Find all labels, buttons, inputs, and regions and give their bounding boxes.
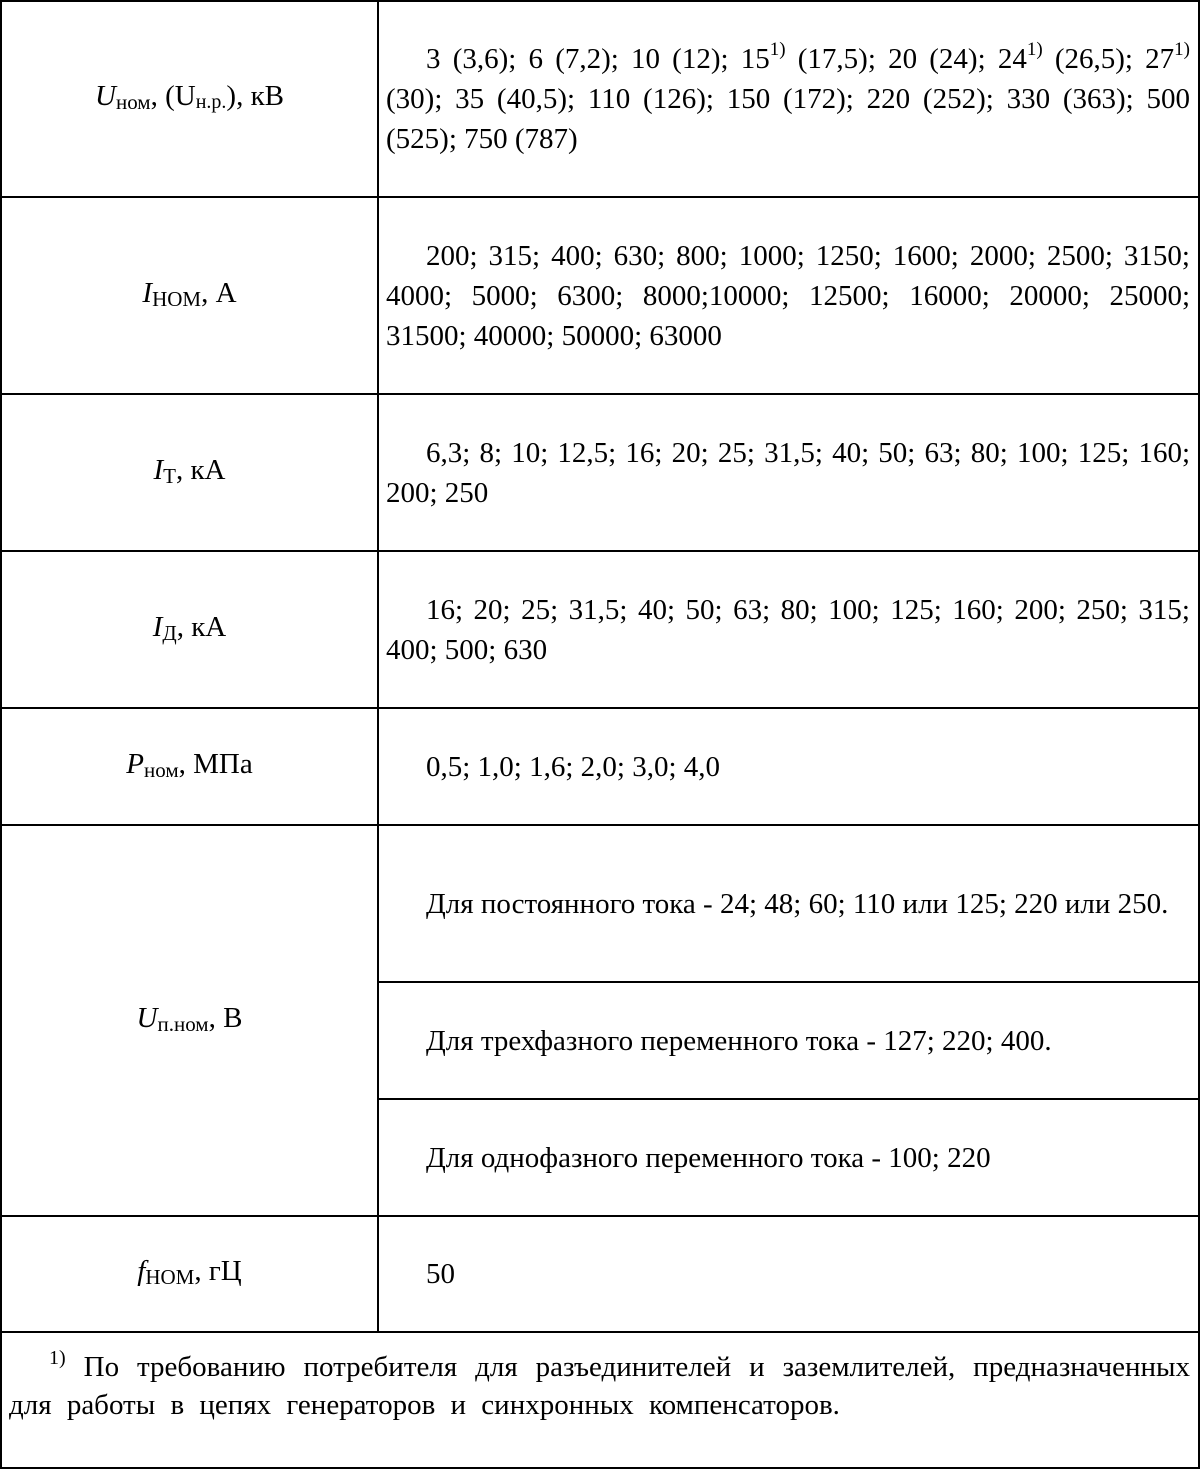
param-unit: , А [201,276,237,309]
table-row-thermal-current [1,394,1199,551]
footnote-cell [1,1332,1199,1468]
param-subscript: ном [143,757,179,782]
param-subscript: ном [115,90,151,114]
param-cell-dynamic-current [1,551,378,708]
value-text: Для трехфазного переменного тока - 127; 220; 400. [426,1024,1052,1057]
param-symbol: f [137,1255,146,1287]
param-cell-rated-pressure [1,708,378,825]
param-unit: , кА [176,610,227,643]
param-subscript: п.ном [157,1011,209,1036]
param-symbol: U [95,80,116,112]
footnote-text [9,1339,1190,1424]
param-unit: , В [208,1001,243,1034]
value-text: 200; 315; 400; 630; 800; 1000; 1250; 1600; 2000; 2500; 3150; 4000; 5000; 6300; 8000;10000; 12500; 16000; 20000; 25000; 31500; 40000; 50000; 63000 [386,239,1190,352]
param-symbol: P [126,747,144,780]
param-cell-rated-voltage [1,1,378,197]
table-row-footnote [1,1332,1199,1468]
param-cell-rated-current [1,197,378,394]
value-text: 16; 20; 25; 31,5; 40; 50; 63; 80; 100; 125; 160; 200; 250; 315; 400; 500; 630 [386,593,1190,666]
table-row-rated-voltage [1,1,1199,197]
table-row-supply-voltage [1,825,1199,982]
value-text: 6,3; 8; 10; 12,5; 16; 20; 25; 31,5; 40; 50; 63; 80; 100; 125; 160; 200; 250 [386,436,1190,509]
footnote-body: По требованию потребителя для разъединителей и заземлителей, предназначенных для работы в цепях генераторов и синхронных компенсаторов. [9,1351,1191,1421]
footnote-ref: 1) [769,39,786,60]
param-subscript: Д [162,620,177,645]
param-symbol: I [142,276,153,309]
param-symbol: U [136,1001,158,1034]
param-cell-thermal-current [1,394,378,551]
param-unit: , кА [175,453,226,486]
footnote-ref: 1) [1026,39,1043,60]
value-cell-rated-voltage [378,1,1199,197]
value-cell-supply-dc [378,825,1199,982]
table-row-rated-pressure [1,708,1199,825]
param-symbol: I [153,453,164,486]
value-text: 0,5; 1,0; 1,6; 2,0; 3,0; 4,0 [426,750,721,783]
param-symbol: I [152,610,163,643]
param-subscript: НОМ [152,286,202,311]
footnote-ref: 1) [1174,39,1190,60]
param-subscript: НОМ [145,1265,195,1289]
value-cell-supply-3ph [378,982,1199,1099]
value-cell-rated-current [378,197,1199,394]
param-cell-rated-frequency [1,1216,378,1332]
value-cell-supply-1ph [378,1099,1199,1216]
param-unit: , гЦ [194,1255,242,1287]
table-row-rated-frequency [1,1216,1199,1332]
value-cell-thermal-current [378,394,1199,551]
value-text: Для однофазного переменного тока - 100; 220 [426,1141,991,1174]
value-text: Для постоянного тока - 24; 48; 60; 110 или 125; 220 или 250. [426,887,1169,920]
table-row-dynamic-current [1,551,1199,708]
value-cell-dynamic-current [378,551,1199,708]
value-text: 3 (3,6); 6 (7,2); 10 (12); 15$^{1)}$ (17,5); 20 (24); 24$^{1)}$ (26,5); 27$^{1)}$ (30); 35 (40,5); 110 (126); 150 (172); 220 (252); 330 (363); 500 (525); 750 (787) [386,39,1190,155]
param-unit: ), кВ [226,80,284,112]
value-text: 50 [426,1258,455,1290]
param-unit: , МПа [178,747,253,780]
param-extra: , (U [150,80,196,112]
value-cell-rated-frequency [378,1216,1199,1332]
param-cell-supply-voltage [1,825,378,1216]
value-cell-rated-pressure [378,708,1199,825]
table-row-rated-current [1,197,1199,394]
footnote-mark: 1) [49,1347,66,1369]
param-extra-subscript: н.р. [195,91,227,113]
param-subscript: Т [163,463,176,488]
